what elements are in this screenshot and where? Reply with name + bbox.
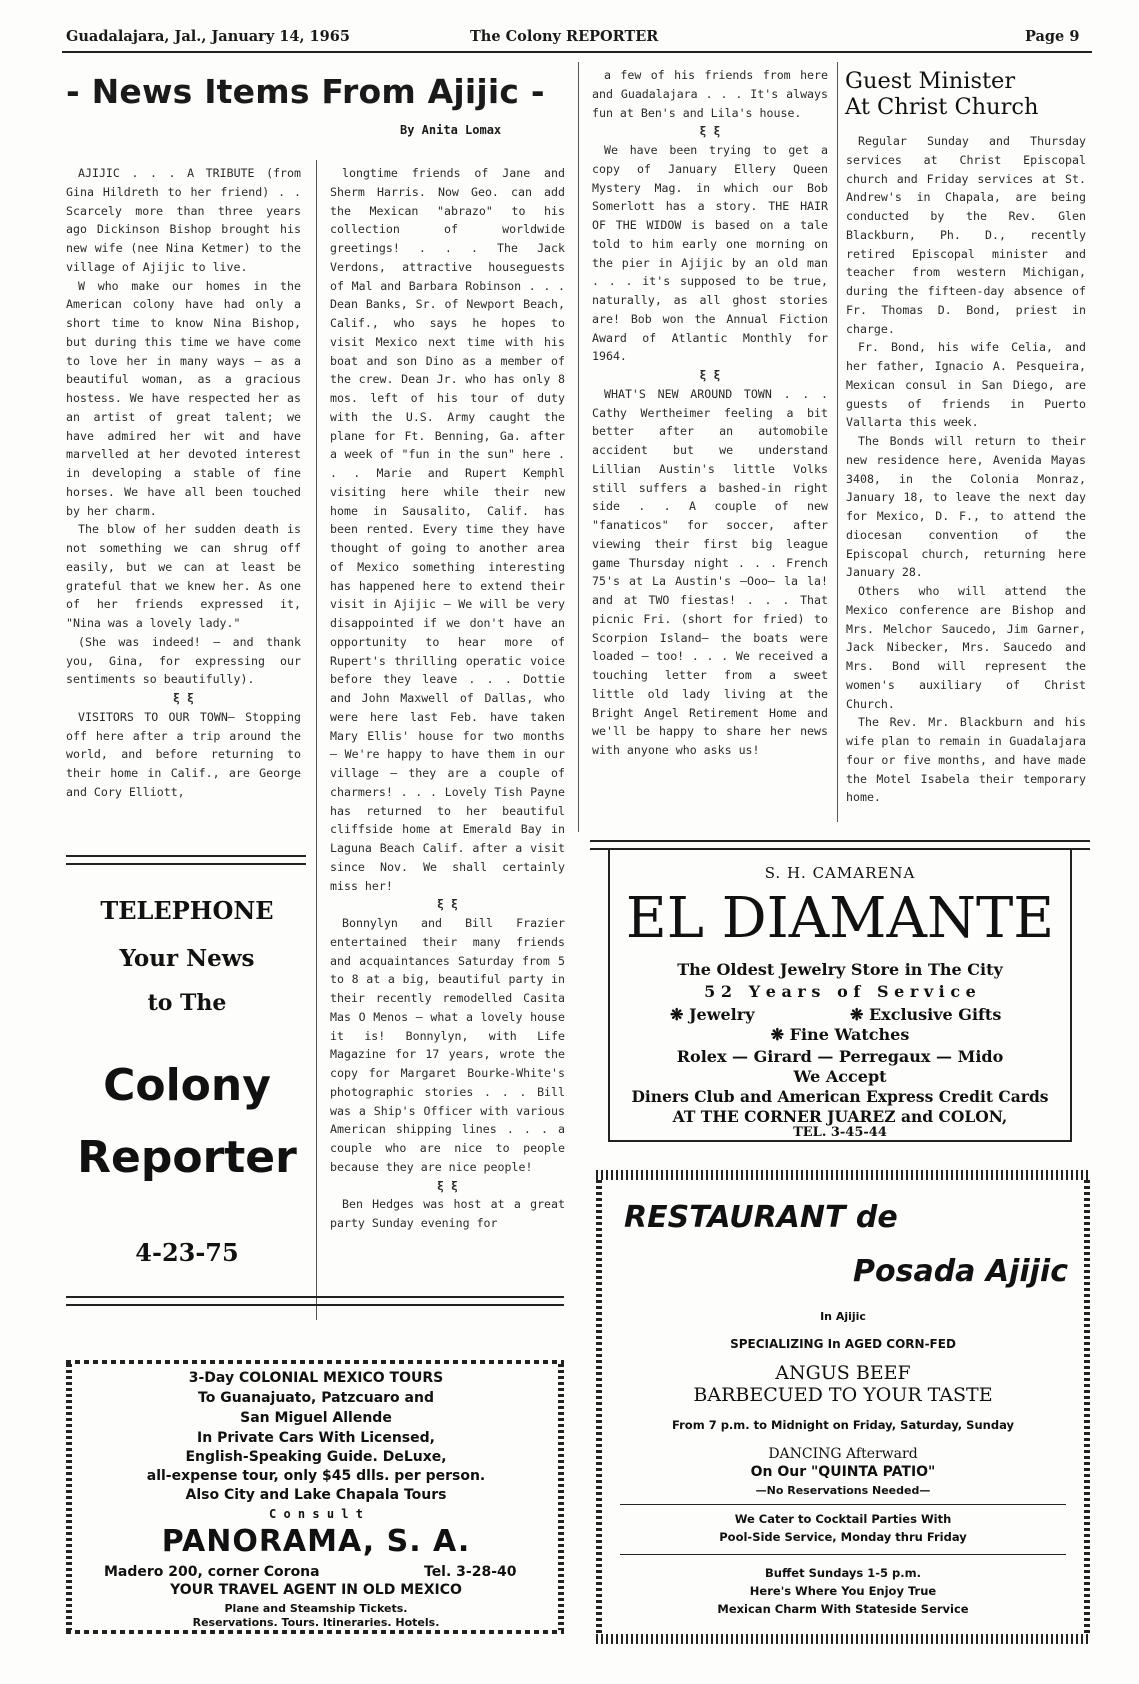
tick-border-right [558,1364,564,1630]
angus-beef: ANGUS BEEF [775,1362,911,1384]
paragraph: WHAT'S NEW AROUND TOWN . . . Cathy Wertheimer feeling a bit better after an automobile accident but we understand Lillian Austin's little Volks still suffers a bashed-in right side . . A couple of new "fanaticos" for soccer, after viewing their first big league game Thursday night . . . French 75's at La Austin's —Ooo— la la! and at TWO fiestas! . . . That picnic Fri. (short for fried) to Scorpion Island— the boats were loaded — too! . . . We received a touching letter from a sweet little old lady living at the Bright Angel Retirement Home and we'll be happy to share her news with anyone who asks us! [592,386,828,757]
separator: ξ ξ [699,124,721,139]
ad-rule [66,1296,564,1306]
paragraph: Others who will attend the Mexico conference are Bishop and Mrs. Melchor Saucedo, Jim Garner, Jack Nibecker, Mrs. Saucedo and Mrs. Bond will represent the women's auxiliary of Christ Church. [846,584,1086,711]
separator: ξ ξ [437,1178,458,1193]
no-reservations: —No Reservations Needed— [755,1484,931,1497]
paragraph: The Rev. Mr. Blackburn and his wife plan to remain in Guadalajara four or five months, and have made the Motel Isabela their temporary home. [846,715,1086,805]
paragraph: Bonnylyn and Bill Frazier entertained their many friends and acquaintances Saturday from 5 to 8 at a big, beautiful party in their recently remodelled Casita Mas O Menos — what a lovely house it is! Bonnylyn, with Life Magazine for 17 years, wrote the copy for Margaret Bourke-White's photographic stories . . . Bill was a Ship's Officer with various American shipping lines . . . a couple who are nice to people because they are nice people! [330,916,565,1174]
ajijic-column-2 [330,164,565,1233]
consult-label: C o n s u l t [269,1507,363,1521]
agency-tickets: Plane and Steamship Tickets. [224,1602,408,1615]
tour-line: 3-Day COLONIAL MEXICO TOURS [188,1370,444,1386]
ad-divider [620,1504,1066,1505]
tick-border-bottom [66,1630,564,1634]
ad-rule [66,855,306,865]
telephone-line: to The [147,990,227,1016]
article-title: - News Items From Ajijic - [66,72,545,111]
paragraph: Ben Hedges was host at a great party Sunday evening for [330,1197,565,1230]
cater-line: We Cater to Cocktail Parties With [734,1512,952,1526]
separator: ξ ξ [173,691,194,705]
tour-line: all-expense tour, only $45 dlls. per person. [146,1468,486,1484]
tick-border-left [66,1364,72,1630]
tick-border-bottom [596,1634,1090,1644]
guest-minister-subtitle: At Christ Church [845,94,1039,120]
column-rule [837,62,838,822]
telephone-line: Your News [119,945,255,972]
years-of-service: 5 2 Y e a r s o f S e r v i c e [704,982,976,1001]
store-item: ❋ Jewelry [670,1005,755,1024]
agency-slogan: YOUR TRAVEL AGENT IN OLD MEXICO [170,1582,462,1598]
paragraph: Fr. Bond, his wife Celia, and her father, Ignacio A. Pesqueira, Mexican consul in San Diego, are guests of friends in Puerto Vallarta this week. [846,340,1086,430]
watch-brands: Rolex — Girard — Perregaux — Mido [676,1047,1004,1066]
paragraph: VISITORS TO OUR TOWN— Stopping off here after a trip around the world, and before returning to their home in Calif., are George and Cory Elliott, [66,709,301,799]
header-rule [62,51,1092,53]
tour-line: Also City and Lake Chapala Tours [185,1487,447,1503]
paragraph: The blow of her sudden death is not something we can shrug off easily, but we can at least be grateful that we knew her. As one of her friends expressed it, "Nina was a lovely lady." [66,522,301,630]
store-item: ❋ Exclusive Gifts [850,1005,1002,1024]
el-diamante-ad [608,848,1072,1142]
paragraph: (She was indeed! — and thank you, Gina, for expressing our sentiments so beautifully). [66,634,301,687]
agency-services: Reservations. Tours. Itineraries. Hotels. [192,1616,440,1629]
restaurant-ad [610,1182,1076,1632]
panorama-tours-ad [74,1366,558,1628]
store-item: ❋ Fine Watches [770,1025,910,1044]
guest-minister-title: Guest Minister [845,68,1016,94]
telephone-number: 4-23-75 [135,1238,239,1267]
paragraph: AJIJIC . . . A TRIBUTE (from Gina Hildreth to her friend) . . Scarcely more than three years ago Dickinson Bishop brought his new wife (nee Nina Ketmer) to the village of Ajijic to live. [66,166,301,274]
paragraph: The Bonds will return to their new residence here, Avenida Mayas 3408, in the Colonia Monraz, January 18, to leave the next day for Mexico, D. F., to attend the diocesan convention of the Episcopal church, returning here January 28. [846,434,1086,580]
column-rule [316,160,317,1320]
store-name: EL DIAMANTE [625,886,1055,951]
restaurant-location: In Ajijic [820,1310,866,1323]
tour-line: English-Speaking Guide. DeLuxe, [185,1449,447,1465]
dancing: DANCING Afterward [768,1446,918,1462]
buffet-line: Here's Where You Enjoy True [749,1584,937,1598]
masthead: The Colony REPORTER [470,28,659,45]
we-accept: We Accept [793,1067,887,1086]
agency-telephone: Tel. 3-28-40 [424,1564,517,1580]
paragraph: We have been trying to get a copy of January Ellery Queen Mystery Mag. in which our Bob Somerlott has a story. THE HAIR OF THE WIDOW is based on a tale told to him early one morning on the pier in Ajijic by an old man . . . it's supposed to be true, naturally, as all ghost stories are! Bob won the Annual Fiction Award of Atlantic Monthly for 1964. [592,143,828,364]
tour-line: To Guanajuato, Patzcuaro and [198,1390,434,1406]
specializing: SPECIALIZING In AGED CORN-FED [730,1337,956,1351]
buffet-line: Mexican Charm With Stateside Service [717,1602,969,1616]
tick-border-left [596,1180,602,1634]
colony-wordmark: Colony [103,1060,271,1111]
ad-divider [620,1554,1066,1555]
ajijic-column-3 [592,66,828,760]
agency-name: PANORAMA, S. A. [161,1524,471,1559]
credit-cards: Diners Club and American Express Credit Cards [631,1087,1049,1106]
tour-line: San Miguel Allende [240,1410,392,1426]
paragraph: Regular Sunday and Thursday services at Christ Episcopal church and Friday services at St. Andrew's in Chapala, are being conducted by the Rev. Glen Blackburn, Ph. D., recently retired Episcopal minister and teacher from western Michigan, during the fifteen-day absence of Fr. Thomas D. Bond, priest in charge. [846,134,1086,336]
separator: ξ ξ [699,368,721,382]
column-rule [578,62,579,832]
cater-line: Pool-Side Service, Monday thru Friday [719,1530,967,1544]
guest-minister-column [846,132,1086,807]
ad-owner: S. H. CAMARENA [764,864,916,882]
telephone-heading: TELEPHONE [100,896,274,925]
barbecued: BARBECUED TO YOUR TASTE [693,1384,993,1406]
paragraph: W who make our homes in the American colony have had only a short time to know Nina Bishop, but during this time we have come to love her in many ways — as a beautiful woman, as a gracious hostess. We have respected her as an artist of great talent; we have admired her wit and have marvelled at her devoted interest in developing a stable of fine horses. We have all been touched by her charm. [66,278,301,518]
tour-line: In Private Cars With Licensed, [197,1430,435,1446]
buffet-line: Buffet Sundays 1-5 p.m. [765,1566,921,1580]
telephone-ad [62,870,312,1280]
paragraph: a few of his friends from here and Guadalajara . . . It's always fun at Ben's and Lila's house. [592,68,828,120]
separator: ξ ξ [437,897,458,912]
page-number: Page 9 [1025,28,1080,45]
paragraph: longtime friends of Jane and Sherm Harris. Now Geo. can add the Mexican "abrazo" to his collection of worldwide greetings! . . . The Jack Verdons, attractive houseguests of Mal and Barbara Robinson . . . Dean Banks, Sr. of Newport Beach, Calif., who says he hopes to visit Mexico next time with his boat and son Dino as a member of the crew. Dean Jr. who has only 8 mos. left of his tour of duty with the U.S. Army caught the plane for Ft. Benning, Ga. after a week of "fun in the sun" here . . . Marie and Rupert Kemphl visiting here while their new home in Sausalito, Calif. has been rented. Every time they have thought of going to another area of Mexico something interesting has happened here to extend their visit in Ajijic — We will be very disappointed if we don't have an opportunity to hear more of Rupert's thrilling operatic voice before they leave . . . Dottie and John Maxwell of Dallas, who were here last Feb. have taken Mary Ellis' house for two months — We're happy to have them in our village — they are a couple of charmers! . . . Lovely Tish Payne has returned to her beautiful cliffside home at Emerald Bay in Laguna Beach Calif. after a visit since Nov. We shall certainly miss her! [330,166,565,893]
article-byline: By Anita Lomax [400,123,502,137]
ajijic-column-1 [66,164,301,802]
reporter-wordmark: Reporter [77,1132,297,1183]
quinta-patio: On Our "QUINTA PATIO" [750,1464,936,1480]
agency-address: Madero 200, corner Corona [104,1564,320,1580]
store-telephone: TEL. 3-45-44 [793,1125,887,1140]
tick-border-top [596,1170,1090,1180]
restaurant-hours: From 7 p.m. to Midnight on Friday, Saturday, Sunday [672,1418,1014,1432]
tick-border-top [66,1360,564,1364]
dateline: Guadalajara, Jal., January 14, 1965 [66,28,350,45]
store-address: AT THE CORNER JUAREZ and COLON, [672,1107,1008,1126]
store-tagline: The Oldest Jewelry Store in The City [677,960,1003,979]
tick-border-right [1084,1180,1090,1634]
restaurant-name: RESTAURANT de [624,1200,898,1235]
restaurant-name-2: Posada Ajijic [853,1254,1068,1289]
